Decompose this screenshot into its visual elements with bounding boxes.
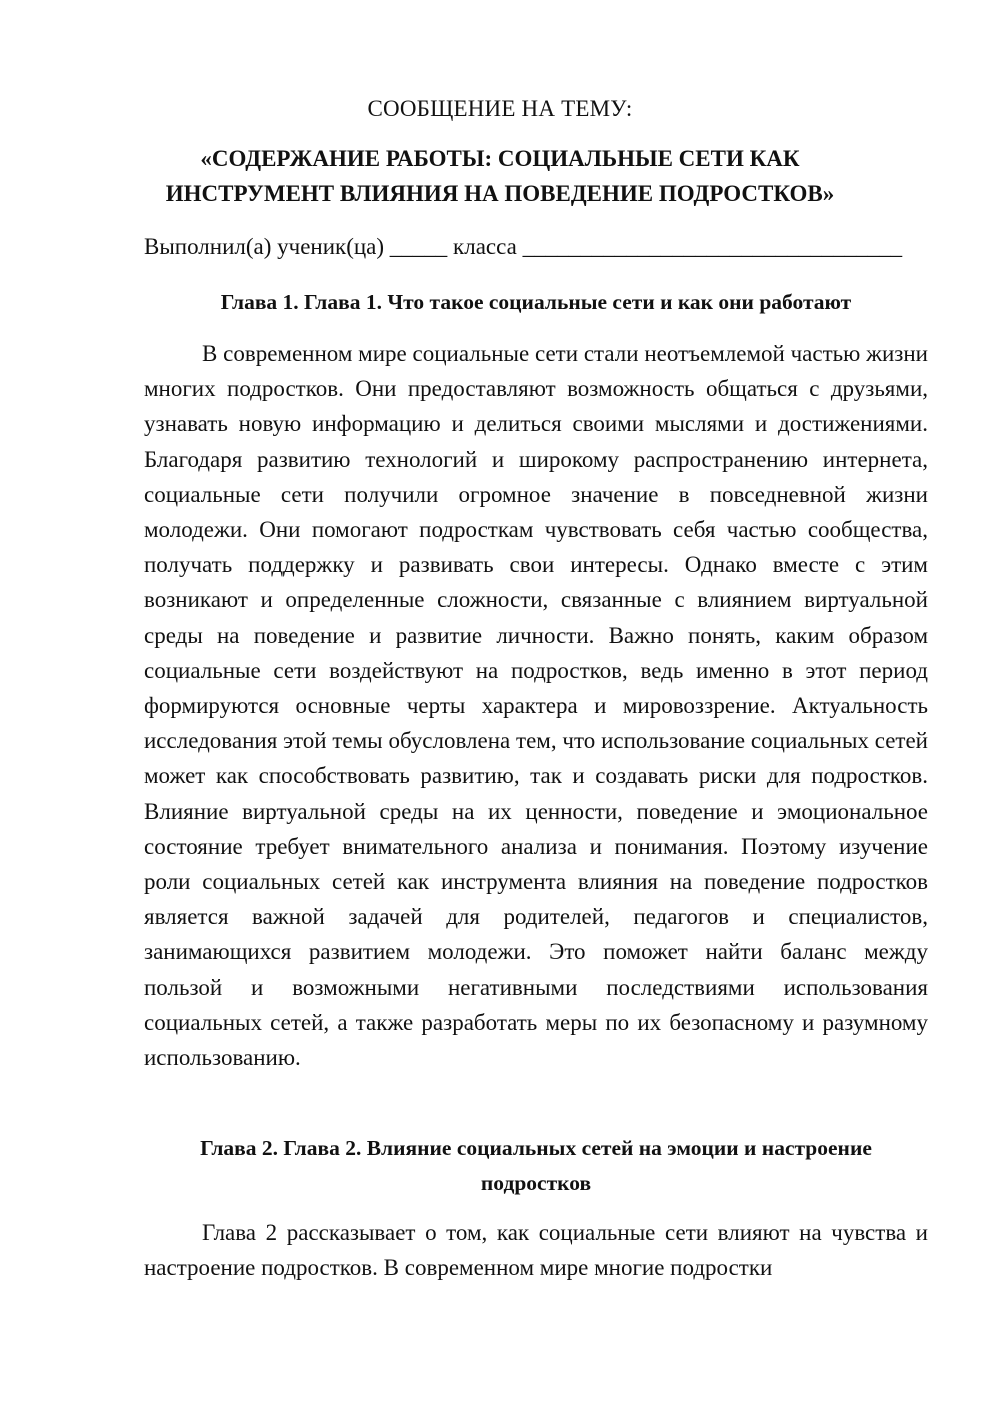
chapter-1-paragraph: В современном мире социальные сети стали неотъемлемой частью жизни многих подростков. Они предоставляют возможность общаться с друзьями, узнавать новую информацию и делиться своими мыслями и достижениями. Благодаря развитию технологий и широкому распространению интернета, социальные сети получили огромное значение в повседневной жизни молодежи. Они помогают подросткам чувствовать себя частью сообщества, получать поддержку и развивать свои интересы. Однако вместе с этим возникают и определенные сложности, связанные с влиянием виртуальной среды на поведение и развитие личности. Важно понять, каким образом социальные сети воздействуют на подростков, ведь именно в этот период формируются основные черты характера и мировоззрение. Актуальность исследования этой темы обусловлена тем, что использование социальных сетей может как способствовать развитию, так и создавать риски для подростков. Влияние виртуальной среды на их ценности, поведение и эмоциональное состояние требует внимательного анализа и понимания. Поэтому изучение роли социальных сетей как инструмента влияния на поведение подростков является важной задачей для родителей, педагогов и специалистов, занимающихся развитием молодежи. Это поможет найти баланс между пользой и возможными негативными последствиями использования социальных сетей, а также разработать меры по их безопасному и разумному использованию. [144, 341, 928, 1071]
document-title-line-1: «СОДЕРЖАНИЕ РАБОТЫ: СОЦИАЛЬНЫЕ СЕТИ КАК [200, 146, 800, 171]
chapter-2-heading: Глава 2. Глава 2. Влияние социальных сетей на эмоции и настроение подростков [200, 1136, 872, 1195]
document-title [100, 141, 900, 211]
author-line: Выполнил(а) ученик(ца) _____ класса _________________________________ [144, 234, 903, 259]
document-title-line-2: ИНСТРУМЕНТ ВЛИЯНИЯ НА ПОВЕДЕНИЕ ПОДРОСТКОВ» [165, 181, 835, 206]
chapter-1-heading: Глава 1. Глава 1. Что такое социальные сети и как они работают [220, 290, 852, 314]
chapter-2-paragraph: Глава 2 рассказывает о том, как социальные сети влияют на чувства и настроение подростков. В современном мире многие подростки [144, 1220, 928, 1281]
document-pretitle: СООБЩЕНИЕ НА ТЕМУ: [367, 96, 633, 121]
